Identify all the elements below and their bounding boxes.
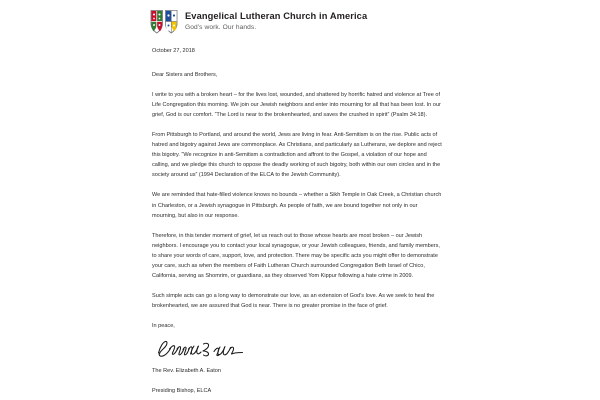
letter-closing: In peace, <box>152 322 175 329</box>
handwritten-signature-icon <box>155 338 265 362</box>
letter-body <box>152 46 442 331</box>
letterhead <box>150 9 367 35</box>
letter-paragraph-5: Such simple acts can go a long way to demonstrate our love, as an extension of God’s love. As we seek to heal the brokenhearted, we are assured that God is near. There is no greater promise in the face of grief. <box>152 292 435 309</box>
letter-paragraph-1: I write to you with a broken heart – for the lives lost, wounded, and shattered by horrific hatred and violence at Tree of Life Congregation this morning. We join our Jewish neighbors and enter into mourning for all that has been lost. In our grief, God is our comfort. “The Lord is near to the brokenhearted, and saves the crushed in spirit” (Psalm 34:18). <box>152 92 441 119</box>
signer-name: The Rev. Elizabeth A. Eaton <box>152 368 221 374</box>
organization-name: Evangelical Lutheran Church in America <box>185 11 368 22</box>
brand-text <box>185 12 367 31</box>
letter-paragraph-3: We are reminded that hate-filled violence knows no bounds – whether a Sikh Temple in Oak Creek, a Christian church in Charleston, or a Jewish synagogue in Pittsburgh. As people of faith, we are bound together not only in our mourning, but also in our response. <box>152 192 442 219</box>
letter-paragraph-4: Therefore, in this tender moment of grief, let us reach out to those whose hearts are most broken – our Jewish neighbors. I encourage you to contact your local synagogue, or your Jewish colleagues, friends, and family members, to share your words of care, support, love, and protection. There may be specific acts you might offer to demonstrate your care, such as when the members of Faith Lutheran Church surrounded Congregation Beth Israel of Chico, California, serving as Shomrim, or guardians, as they observed Yom Kippur following a hate crime in 2009. <box>152 232 440 279</box>
letter-salutation: Dear Sisters and Brothers, <box>152 72 218 79</box>
letter-paragraph-2: From Pittsburgh to Portland, and around the world, Jews are living in fear. Anti-Semitism is on the rise. Public acts of hatred and bigotry against Jews are commonplace. As Christians, and particularly as Lutherans, we deplore and reject this bigotry. “We recognize in anti-Semitism a contradiction and affront to the Gospel, a violation of our hope and calling, and we pledge this church to oppose the deadly working of such bigotry, both within our own circles and in the society around us” (1994 Declaration of the ELCA to the Jewish Community). <box>152 132 442 179</box>
organization-tagline: God's work. Our hands. <box>185 24 257 32</box>
letter-date: October 27, 2018 <box>152 48 195 54</box>
elca-shield-crest-icon <box>150 9 178 35</box>
signer-title: Presiding Bishop, ELCA <box>152 388 212 395</box>
signature-block <box>152 366 442 396</box>
